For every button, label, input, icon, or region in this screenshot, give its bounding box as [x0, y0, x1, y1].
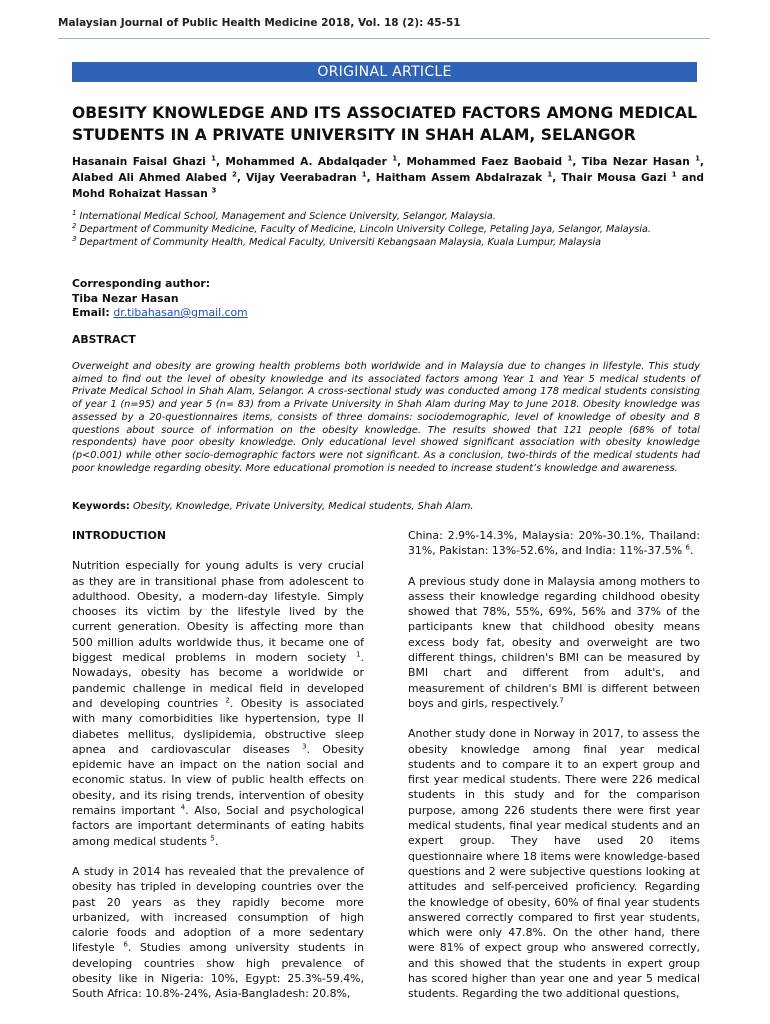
article-title: OBESITY KNOWLEDGE AND ITS ASSOCIATED FACTORS AMONG MEDICAL STUDENTS IN A PRIVATE UNIVERSITY IN SHAH ALAM, SELANGOR	[72, 104, 698, 144]
header-divider	[58, 38, 710, 39]
keywords	[72, 500, 700, 513]
author-affiliation-mark: 1	[671, 170, 677, 179]
citation-mark: 4	[180, 803, 186, 812]
intro-paragraph-2: A study in 2014 has revealed that the prevalence of obesity has tripled in developing countries over the past 20 years as they rapidly become more urbanized, with increased consumption of high calorie foods and adoption of a more sedentary lifestyle $^6$. Studies among university students in developing countries show high prevalence of obesity like in Nigeria: 10%, Egypt: 25.3%-59.4%, South Africa: 10.8%-24%, Asia-Bangladesh: 20.8%,	[72, 864, 364, 1001]
author-name: Vijay Veerabadran $^1$	[245, 170, 367, 184]
email-label: Email:	[72, 306, 114, 319]
affiliations	[72, 210, 700, 250]
author-name: Hasanain Faisal Ghazi $^1$	[72, 154, 216, 168]
author-name: Mohd Rohaizat Hassan $^3$	[72, 186, 217, 200]
affiliation-item	[72, 236, 700, 249]
corresponding-author	[72, 277, 472, 321]
author-separator: ,	[216, 156, 226, 168]
author-separator: ,	[572, 156, 582, 168]
intro-paragraph-4: Another study done in Norway in 2017, to assess the obesity knowledge among final year medical students and to compare it to an expert group and first year medical students. There were 226 medical students in this study and for the comparison purpose, among 226 students there were first year medical students, final year medical students and an expert group. They have used 20 items questionnaire where 18 items were knowledge-based questions and 2 were subjective questions looking at attitudes and self-perceived proficiency. Regarding the knowledge of obesity, 60% of final year students answered correctly compared to first year students, which were only 47.8%. On the other hand, there were 81% of expect group who answered correctly, and this showed that the students in expert group has scored higher than year one and year 5 medical students. Regarding the two additional questions,	[408, 727, 700, 1001]
citation-mark: 6	[123, 940, 128, 949]
author-name: Mohammed A. Abdalqader $^1$	[225, 154, 398, 168]
running-header: Malaysian Journal of Public Health Medicine 2018, Vol. 18 (2): 45-51	[58, 17, 461, 29]
abstract-heading: ABSTRACT	[72, 333, 136, 346]
citation-mark: 3	[302, 742, 307, 751]
corresponding-label: Corresponding author:	[72, 277, 211, 290]
abstract-text: Overweight and obesity are growing health problems both worldwide and in Malaysia due to changes in lifestyle. This study aimed to find out the level of obesity knowledge and its associated factors among Year 1 and Year 5 medical students of Private Medical School in Shah Alam, Selangor. A cross-sectional study was conducted among 178 medical students consisting of year 1 (n=95) and year 5 (n= 83) from a Private University in Shah Alam during May to June 2018. Obesity knowledge was assessed by a 20-questionnaires items, consists of three domains: sociodemographic, level of knowledge of obesity and 8 questions about source of information on the obesity knowledge. The results showed that 121 people (68% of total respondents) have poor obesity knowledge. Only educational level showed significant association with obesity knowledge (p<0.001) while other socio-demographic factors were not significant. As a conclusion, two-thirds of the medical students had poor knowledge regarding obesity. More educational promotion is needed to increase student’s knowledge and awareness.	[72, 361, 700, 474]
author-separator: ,	[366, 172, 376, 184]
author-list	[72, 154, 704, 202]
intro-paragraph-3: A previous study done in Malaysia among mothers to assess their knowledge regarding childhood obesity showed that 78%, 55%, 69%, 56% and 37% of the participants knew that childhood obesity means excess body fat, obesity and overweight are two different things, children's BMI can be measured by BMI chart and different from adult's, and measurement of children's BMI is different between boys and girls, respectively.$^7$	[408, 574, 700, 710]
affiliation-number: 2	[72, 222, 77, 231]
citation-mark: 6	[685, 543, 690, 552]
author-separator: ,	[236, 172, 246, 184]
introduction-heading: INTRODUCTION	[72, 529, 166, 542]
author-name: Haitham Assem Abdalrazak $^1$	[375, 170, 553, 184]
keywords-text: Obesity, Knowledge, Private University, Medical students, Shah Alam.	[129, 501, 474, 512]
article-type-banner: ORIGINAL ARTICLE	[72, 62, 697, 82]
affiliation-item	[72, 210, 700, 223]
author-affiliation-mark: 1	[211, 154, 216, 163]
citation-mark: 5	[210, 834, 215, 843]
author-separator: ,	[552, 172, 562, 184]
keywords-label: Keywords:	[72, 501, 130, 512]
author-affiliation-mark: 1	[361, 170, 367, 179]
affiliation-number: 3	[72, 235, 77, 244]
intro-paragraph-1: Nutrition especially for young adults is very crucial as they are in transitional phase from adolescent to adulthood. Obesity, a modern-day lifestyle. Simply chooses its victim by the lifestyle lived by the current generation. Obesity is affecting more than 500 million adults worldwide thus, it became one of biggest medical problems in modern society $^1$. Nowadays, obesity has become a worldwide or pandemic challenge in medical field in developed and developing countries $^2$. Obesity is associated with many comorbidities like hypertension, type II diabetes mellitus, dyslipidemia, obstructive sleep apnea and cardiovascular diseases $^3$. Obesity epidemic have an impact on the nation social and economic status. In view of public health effects on obesity, and its rising trends, intervention of obesity remains important $^4$. Also, Social and psychological factors are important determinants of eating habits among medical students $^5$.	[72, 559, 364, 848]
author-affiliation-mark: 1	[547, 170, 553, 179]
email-link[interactable]: dr.tibahasan@gmail.com	[113, 306, 248, 319]
author-name: Alabed Ali Ahmed Alabed $^2$	[72, 170, 237, 184]
affiliation-text: International Medical School, Management and Science University, Selangor, Malaysia.	[76, 211, 496, 222]
citation-mark: 2	[225, 696, 230, 705]
author-affiliation-mark: 1	[567, 154, 573, 163]
author-affiliation-mark: 2	[231, 170, 237, 179]
citation-mark: 7	[559, 696, 564, 705]
affiliation-item	[72, 223, 700, 236]
author-name: Thair Mousa Gazi $^1$	[561, 170, 677, 184]
author-affiliation-mark: 3	[211, 186, 217, 195]
author-affiliation-mark: 1	[695, 154, 700, 163]
author-separator: ,	[699, 156, 705, 168]
citation-mark: 1	[356, 650, 361, 659]
body-column-left	[72, 528, 364, 1017]
author-separator: ,	[397, 156, 407, 168]
author-separator: and	[676, 172, 704, 184]
affiliation-text: Department of Community Health, Medical Faculty, Universiti Kebangsaan Malaysia, Kuala Lumpur, Malaysia	[76, 237, 602, 249]
affiliation-text: Department of Community Medicine, Faculty of Medicine, Lincoln University College, Petaling Jaya, Selangor, Malaysia.	[76, 224, 651, 236]
corresponding-name: Tiba Nezar Hasan	[72, 291, 179, 305]
author-name: Mohammed Faez Baobaid $^1$	[406, 154, 573, 168]
body-column-right	[408, 528, 700, 1017]
author-name: Tiba Nezar Hasan $^1$	[581, 154, 700, 168]
author-affiliation-mark: 1	[392, 154, 398, 163]
corresponding-email-line	[72, 306, 472, 321]
affiliation-number: 1	[72, 208, 77, 217]
intro-paragraph-2-continued: China: 2.9%-14.3%, Malaysia: 20%-30.1%, Thailand: 31%, Pakistan: 13%-52.6%, and India: 11%-37.5% $^6$.	[408, 529, 700, 558]
